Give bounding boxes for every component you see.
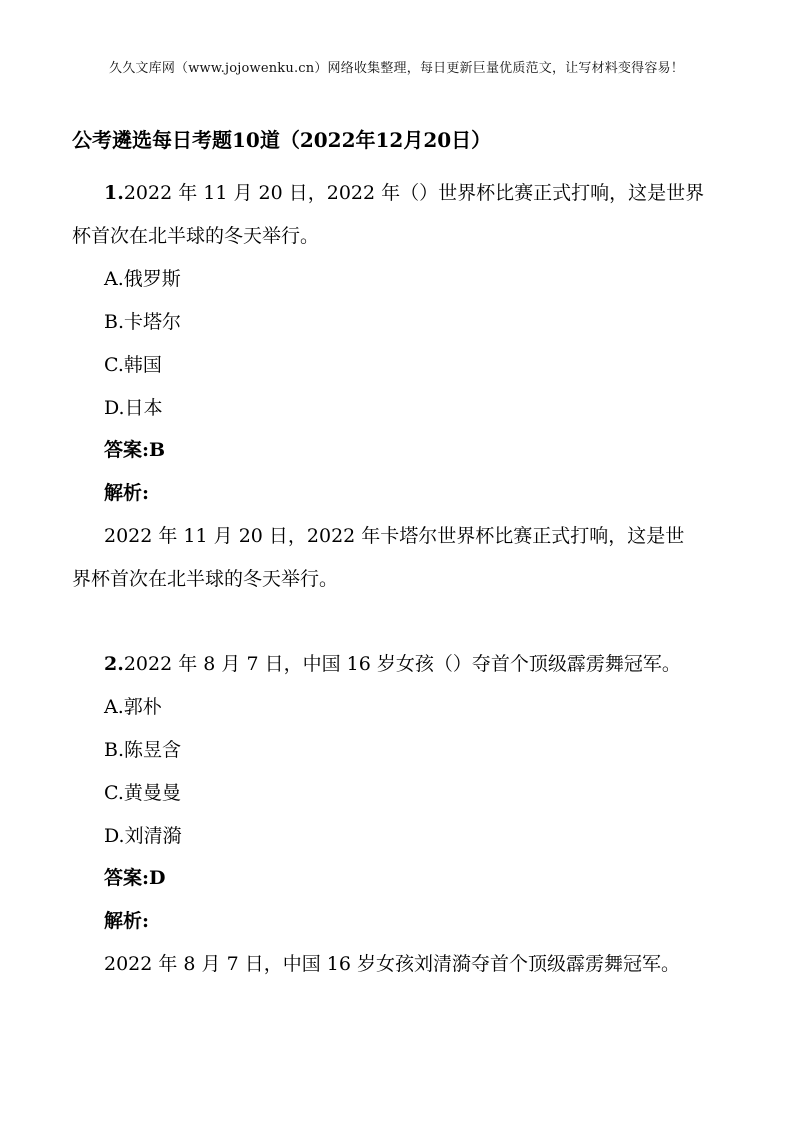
question-stem bbox=[104, 649, 681, 676]
answer: 答案:D bbox=[104, 867, 166, 889]
page-header: 久久文库网（www.jojowenku.cn）网络收集整理，每日更新巨量优质范文，让写材料变得容易！ bbox=[109, 61, 684, 76]
option-b: B.陈昱含 bbox=[104, 739, 182, 761]
option-d: D.日本 bbox=[104, 397, 163, 419]
question-stem-text: 2022 年 8 月 7 日，中国 16 岁女孩（）夺首个顶级霹雳舞冠军。 bbox=[123, 653, 681, 675]
analysis-label: 解析: bbox=[104, 482, 150, 504]
option-b: B.卡塔尔 bbox=[104, 311, 182, 333]
question-stem-continued: 杯首次在北半球的冬天举行。 bbox=[72, 225, 320, 247]
analysis-text: 2022 年 11 月 20 日，2022 年卡塔尔世界杯比赛正式打响，这是世 bbox=[104, 525, 685, 547]
question-stem-text: 2022 年 11 月 20 日，2022 年（）世界杯比赛正式打响，这是世界 bbox=[123, 182, 705, 204]
option-c: C.韩国 bbox=[104, 354, 162, 376]
option-a: A.郭朴 bbox=[104, 696, 162, 718]
answer: 答案:B bbox=[104, 439, 166, 461]
question-number: 2. bbox=[104, 653, 124, 675]
question-number: 1. bbox=[104, 182, 124, 204]
option-c: C.黄曼曼 bbox=[104, 782, 181, 804]
option-d: D.刘清漪 bbox=[104, 825, 182, 847]
analysis-text-continued: 界杯首次在北半球的冬天举行。 bbox=[72, 568, 339, 590]
option-a: A.俄罗斯 bbox=[104, 268, 181, 290]
analysis-label: 解析: bbox=[104, 910, 150, 932]
analysis-text: 2022 年 8 月 7 日，中国 16 岁女孩刘清漪夺首个顶级霹雳舞冠军。 bbox=[104, 953, 680, 975]
document-title: 公考遴选每日考题10道（2022年12月20日） bbox=[72, 128, 492, 152]
question-stem bbox=[104, 178, 704, 205]
